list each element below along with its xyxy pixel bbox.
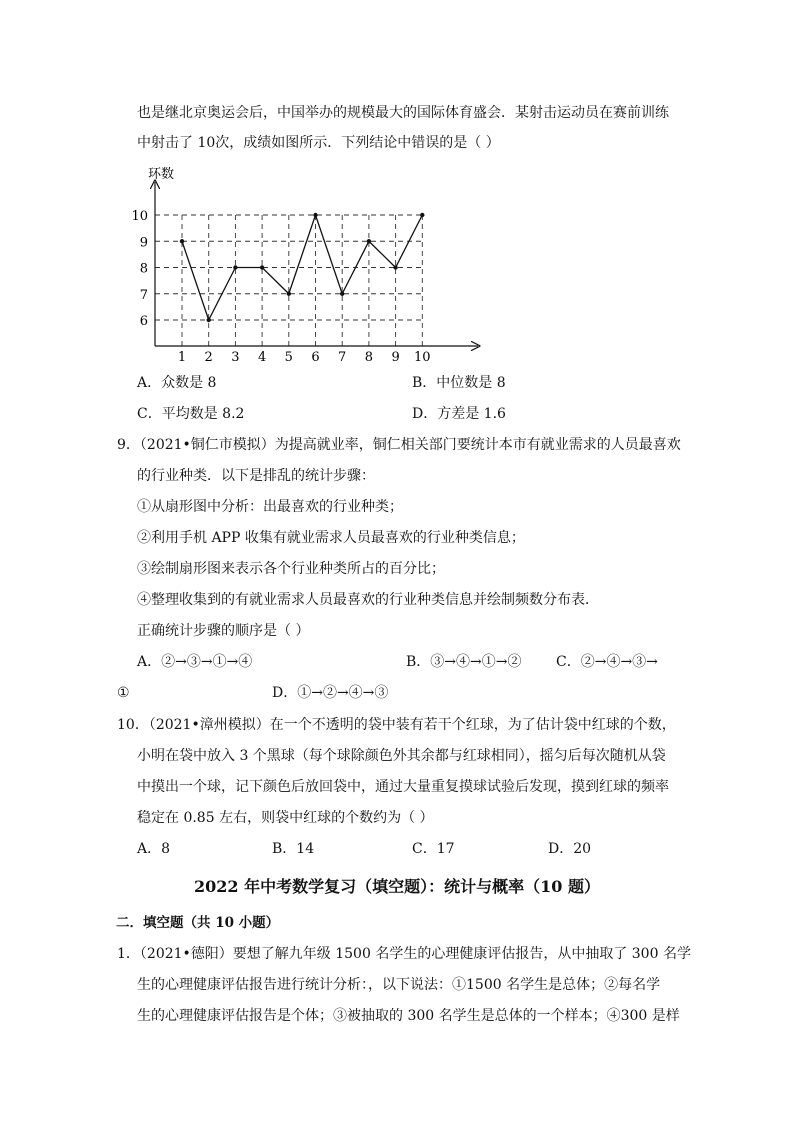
- q10-option-b: B．14: [272, 841, 315, 857]
- y-tick-label: 7: [139, 287, 148, 303]
- fq1-line2: 生的心理健康评估报告进行统计分析：，以下说法：①1500 名学生是总体；②每名学: [137, 977, 661, 993]
- q8-option-b: B．中位数是 8: [412, 375, 506, 391]
- x-tick-label: 10: [414, 350, 431, 365]
- data-point: [420, 213, 424, 217]
- x-tick-label: 6: [311, 350, 320, 365]
- y-tick-label: 9: [139, 235, 148, 251]
- x-tick-label: 8: [364, 350, 374, 365]
- y-tick-labels: [131, 209, 148, 329]
- q10-line2: 小明在袋中放入 3 个黑球（每个球除颜色外其余都与红球相同），摇匀后每次随机从袋: [137, 748, 666, 764]
- x-tick-label: 1: [177, 350, 187, 365]
- q9-line1: 9．（2021•铜仁市模拟）为提高就业率，铜仁相关部门要统计本市有就业需求的人员最喜欢: [117, 437, 681, 453]
- q8-line-chart: [130, 160, 490, 365]
- q9-step2: ②利用手机 APP 收集有就业需求人员最喜欢的行业种类信息；: [137, 530, 525, 546]
- data-point: [207, 318, 211, 322]
- q9-option-d: D．①→②→④→③: [272, 685, 389, 701]
- q9-step3: ③绘制扇形图来表示各个行业种类所占的百分比；: [137, 561, 445, 577]
- data-point: [340, 292, 344, 296]
- q8-line1: 也是继北京奥运会后，中国举办的规模最大的国际体育盛会．某射击运动员在赛前训练: [137, 105, 669, 121]
- y-tick-label: 6: [139, 314, 148, 329]
- x-tick-labels: [178, 350, 431, 365]
- section-title: 2022 年中考数学复习（填空题）：统计与概率（10 题）: [194, 877, 600, 896]
- data-point: [260, 265, 264, 269]
- q10-line3: 中摸出一个球，记下颜色后放回袋中，通过大量重复摸球试验后发现，摸到红球的频率: [137, 779, 669, 795]
- y-tick-label: 8: [139, 261, 148, 277]
- q9-option-c: C．②→④→③→: [556, 654, 658, 670]
- y-axis-label: 环数: [148, 167, 175, 182]
- data-point: [287, 292, 291, 296]
- q10-option-d: D．20: [548, 841, 592, 857]
- q9-step1: ①从扇形图中分析：出最喜欢的行业种类；: [137, 499, 403, 515]
- q10-option-a: A．8: [137, 841, 171, 857]
- x-tick-label: 2: [204, 350, 213, 365]
- q8-option-d: D．方差是 1.6: [412, 406, 506, 422]
- q9-option-a: A．②→③→①→④: [137, 654, 253, 670]
- q10-line1: 10．（2021•漳州模拟）在一个不透明的袋中装有若干个红球，为了估计袋中红球的个数，: [117, 717, 676, 733]
- x-tick-label: 7: [338, 350, 347, 365]
- section-header: 二．填空题（共 10 小题）: [116, 915, 280, 931]
- data-point: [233, 265, 237, 269]
- x-tick-label: 9: [391, 350, 400, 365]
- x-tick-label: 3: [231, 350, 240, 365]
- q9-option-c-cont: ①: [117, 685, 130, 701]
- data-point: [313, 213, 317, 217]
- fq1-line3: 生的心理健康评估报告是个体；③被抽取的 300 名学生是总体的一个样本；④300 是样: [137, 1008, 680, 1024]
- q8-line2: 中射击了 10次，成绩如图所示．下列结论中错误的是（ ）: [137, 135, 500, 151]
- fq1-line1: 1．（2021•德阳）要想了解九年级 1500 名学生的心理健康评估报告，从中抽取了 300 名学: [117, 946, 691, 962]
- q9-question: 正确统计步骤的顺序是（ ）: [137, 623, 310, 639]
- q9-step4: ④整理收集到的有就业需求人员最喜欢的行业种类信息并绘制频数分布表．: [137, 592, 599, 608]
- q9-option-b: B．③→④→①→②: [406, 654, 522, 670]
- y-tick-label: 10: [131, 209, 148, 224]
- q8-option-a: A．众数是 8: [137, 375, 217, 391]
- chart-axes: [155, 182, 478, 346]
- x-tick-label: 5: [284, 350, 293, 365]
- data-point: [367, 239, 371, 243]
- x-tick-label: 4: [257, 350, 267, 365]
- q9-line2: 的行业种类．以下是排乱的统计步骤：: [137, 468, 375, 484]
- q8-option-c: C．平均数是 8.2: [137, 406, 245, 422]
- data-point: [180, 239, 184, 243]
- q10-option-c: C．17: [412, 841, 455, 857]
- data-point: [393, 265, 397, 269]
- q10-line4: 稳定在 0.85 左右，则袋中红球的个数约为（ ）: [137, 810, 434, 826]
